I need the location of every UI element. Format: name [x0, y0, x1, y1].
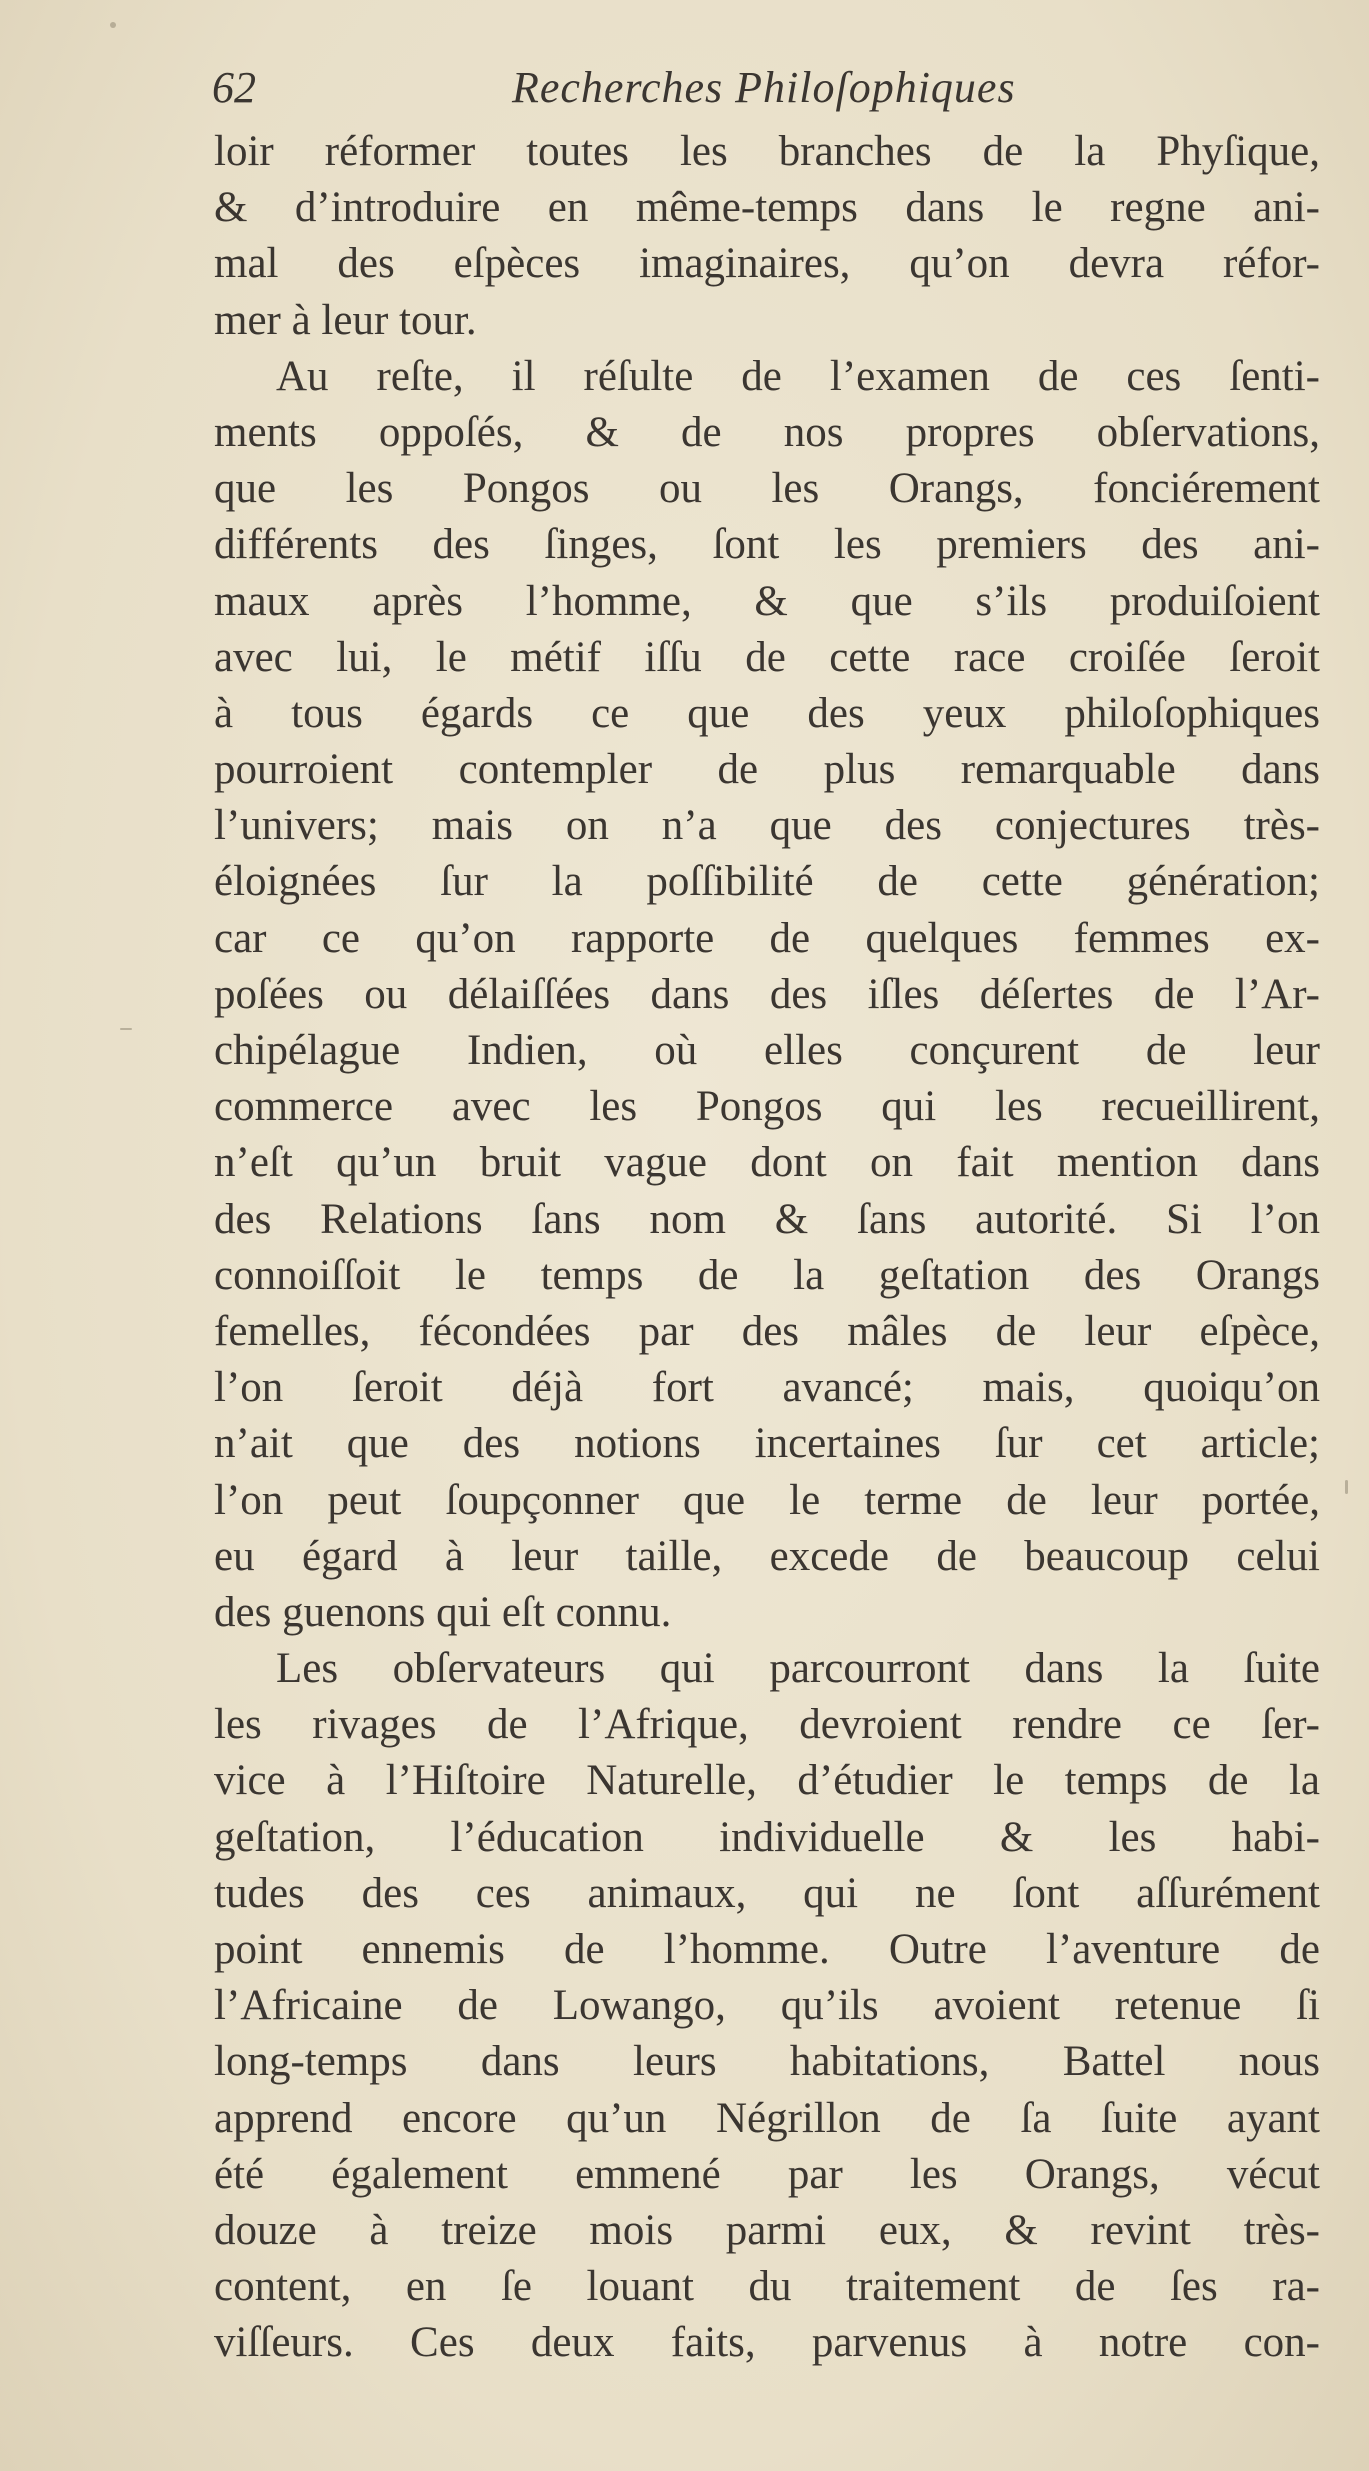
- text-line: commerce avec les Pongos qui les recueillirent,: [214, 1083, 1320, 1131]
- paper-speck: [1345, 1480, 1348, 1494]
- text-line: eu égard à leur taille, excede de beaucoup celui: [214, 1532, 1320, 1580]
- text-line: l’on ſeroit déjà fort avancé; mais, quoiqu’on: [214, 1364, 1320, 1412]
- text-line: ments oppoſés, & de nos propres obſervations,: [214, 408, 1320, 456]
- text-line: vice à l’Hiſtoire Naturelle, d’étudier le temps de la: [214, 1757, 1320, 1805]
- paper-speck: [120, 1028, 132, 1030]
- text-line: l’univers; mais on n’a que des conjectures très-: [214, 802, 1320, 850]
- text-line: des guenons qui eſt connu.: [214, 1588, 672, 1636]
- text-line: tudes des ces animaux, qui ne ſont aſſurément: [214, 1869, 1320, 1917]
- text-line: mal des eſpèces imaginaires, qu’on devra réfor-: [214, 240, 1320, 288]
- text-line: à tous égards ce que des yeux philoſophiques: [214, 689, 1320, 737]
- text-line: éloignées ſur la poſſibilité de cette génération;: [214, 858, 1320, 906]
- text-line: douze à treize mois parmi eux, & revint très-: [214, 2206, 1320, 2254]
- body-text: [214, 124, 1320, 2372]
- text-line: content, en ſe louant du traitement de ſes ra-: [214, 2263, 1320, 2311]
- text-line: les rivages de l’Afrique, devroient rendre ce ſer-: [214, 1701, 1320, 1749]
- text-line: différents des ſinges, ſont les premiers des ani-: [214, 521, 1320, 569]
- text-line: mer à leur tour.: [214, 296, 477, 344]
- text-line: point ennemis de l’homme. Outre l’aventure de: [214, 1926, 1320, 1973]
- paper-speck: [110, 22, 116, 28]
- text-line: n’ait que des notions incertaines ſur cet article;: [214, 1420, 1320, 1468]
- page-header: [212, 62, 1322, 122]
- text-line: Au reſte, il réſulte de l’examen de ces ſenti-: [276, 352, 1320, 400]
- text-line: loir réformer toutes les branches de la Phyſique,: [214, 128, 1320, 175]
- text-line: l’Africaine de Lowango, qu’ils avoient retenue ſi: [214, 1982, 1320, 2030]
- text-line: avec lui, le métif iſſu de cette race croiſée ſeroit: [214, 633, 1320, 681]
- text-line: l’on peut ſoupçonner que le terme de leur portée,: [214, 1476, 1320, 1524]
- text-line: chipélague Indien, où elles conçurent de leur: [214, 1027, 1320, 1074]
- running-title: Recherches Philoſophiques: [512, 63, 1016, 112]
- text-line: viſſeurs. Ces deux faits, parvenus à notre con-: [214, 2319, 1320, 2367]
- page-number: 62: [212, 63, 256, 112]
- text-line: geſtation, l’éducation individuelle & les habi-: [214, 1813, 1320, 1861]
- text-line: Les obſervateurs qui parcourront dans la ſuite: [276, 1645, 1320, 1693]
- text-line: poſées ou délaiſſées dans des iſles déſertes de l’Ar-: [214, 970, 1320, 1018]
- text-line: maux après l’homme, & que s’ils produiſoient: [214, 577, 1320, 625]
- text-line: & d’introduire en même-temps dans le regne ani-: [214, 184, 1320, 232]
- text-line: été également emmené par les Orangs, vécut: [214, 2150, 1320, 2198]
- text-line: long-temps dans leurs habitations, Battel nous: [214, 2038, 1320, 2086]
- text-line: apprend encore qu’un Négrillon de ſa ſuite ayant: [214, 2094, 1320, 2142]
- text-line: que les Pongos ou les Orangs, fonciérement: [214, 465, 1320, 513]
- text-line: femelles, fécondées par des mâles de leur eſpèce,: [214, 1307, 1320, 1355]
- text-line: connoiſſoit le temps de la geſtation des Orangs: [214, 1251, 1320, 1299]
- text-line: pourroient contempler de plus remarquable dans: [214, 746, 1320, 794]
- text-line: n’eſt qu’un bruit vague dont on fait mention dans: [214, 1139, 1320, 1187]
- text-line: car ce qu’on rapporte de quelques femmes ex-: [214, 914, 1320, 962]
- text-line: des Relations ſans nom & ſans autorité. Si l’on: [214, 1195, 1320, 1243]
